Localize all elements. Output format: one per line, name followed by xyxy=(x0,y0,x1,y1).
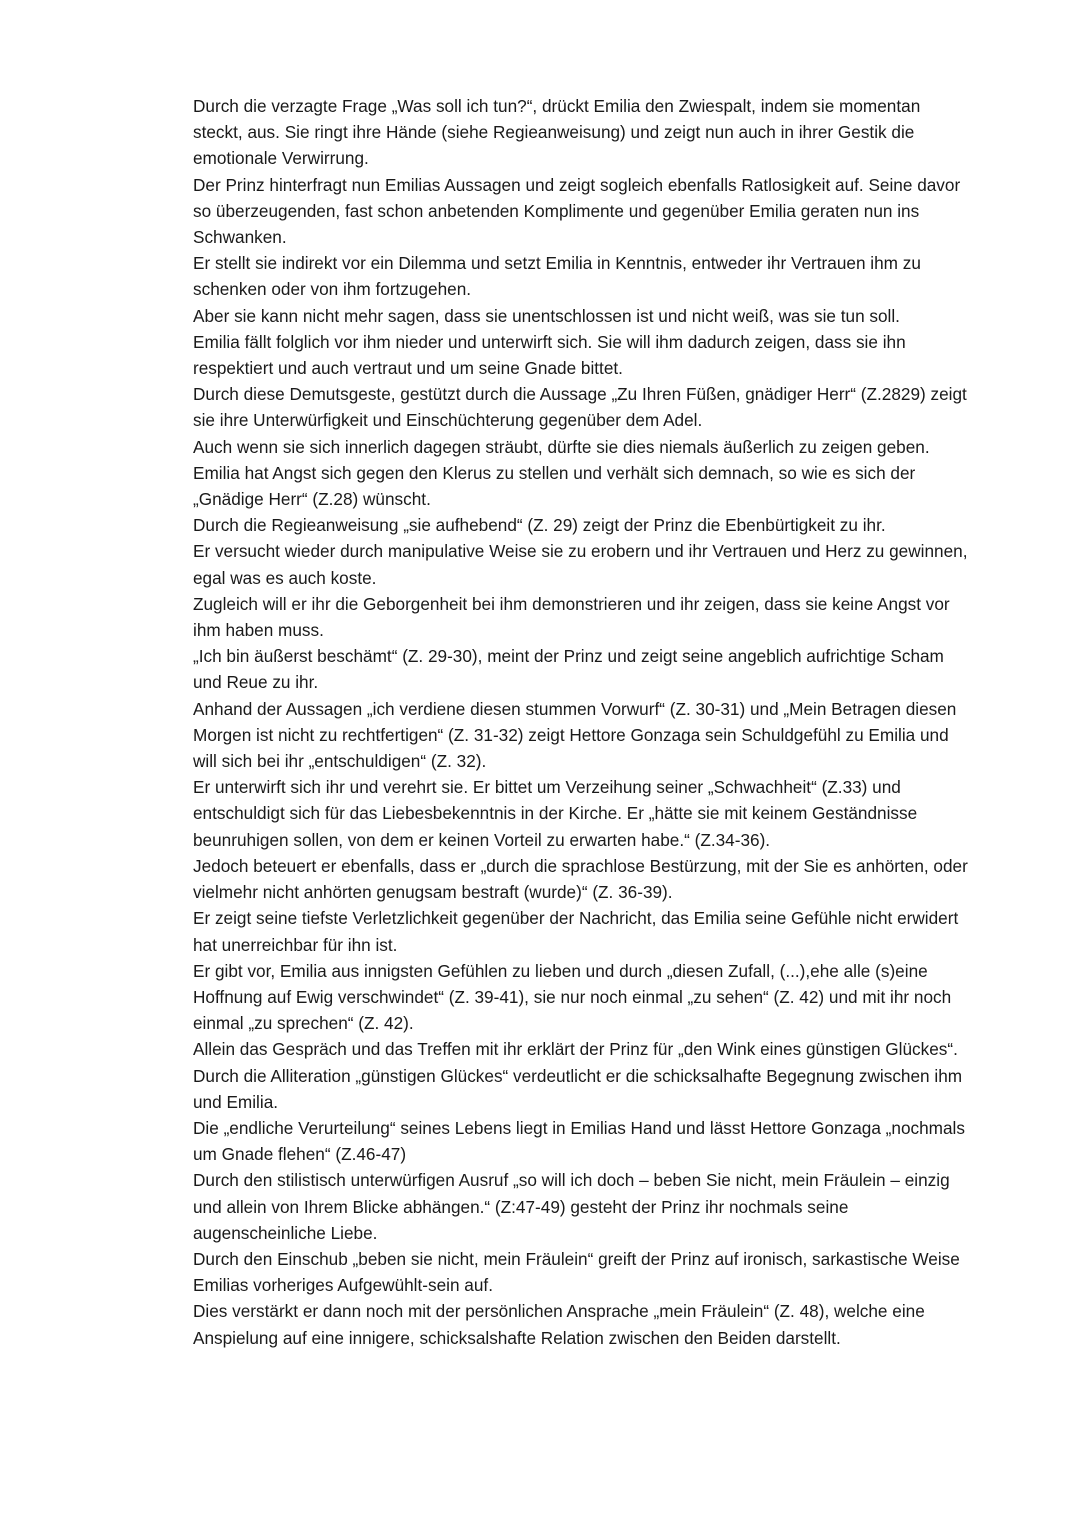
paragraph: Anhand der Aussagen „ich verdiene diesen stummen Vorwurf“ (Z. 30-31) und „Mein Betragen diesen Morgen ist nicht zu rechtfertigen“ (Z. 31-32) zeigt Hettore Gonzaga sein Schuldgefühl zu Emilia und will sich bei ihr „entschuldigen“ (Z. 32). xyxy=(193,698,957,772)
paragraph: Er versucht wieder durch manipulative Weise sie zu erobern und ihr Vertrauen und Herz zu gewinnen, egal was es auch koste. xyxy=(193,541,968,588)
paragraph: Durch den Einschub „beben sie nicht, mein Fräulein“ greift der Prinz auf ironisch, sarkastische Weise Emilias vorheriges Aufgewühlt-sein auf. xyxy=(193,1248,960,1296)
paragraph: Auch wenn sie sich innerlich dagegen sträubt, dürfte sie dies niemals äußerlich zu zeigen geben. xyxy=(193,436,930,457)
paragraph: Er stellt sie indirekt vor ein Dilemma und setzt Emilia in Kenntnis, entweder ihr Vertrauen ihm zu schenken oder von ihm fortzugehen. xyxy=(193,253,921,300)
paragraph: Durch diese Demutsgeste, gestützt durch die Aussage „Zu Ihren Füßen, gnädiger Herr“ (Z.2829) zeigt sie ihre Unterwürfigkeit und Einschüchterung gegenüber dem Adel. xyxy=(193,384,967,431)
paragraph: Durch die Regieanweisung „sie aufhebend“ (Z. 29) zeigt der Prinz die Ebenbürtigkeit zu ihr. xyxy=(193,515,886,536)
paragraph: Aber sie kann nicht mehr sagen, dass sie unentschlossen ist und nicht weiß, was sie tun soll. xyxy=(193,305,900,326)
paragraph: „Ich bin äußerst beschämt“ (Z. 29-30), meint der Prinz und zeigt seine angeblich aufrichtige Scham und Reue zu ihr. xyxy=(193,646,944,693)
paragraph: Jedoch beteuert er ebenfalls, dass er „durch die sprachlose Bestürzung, mit der Sie es anhörten, oder vielmehr nicht anhörten genugsam bestraft (wurde)“ (Z. 36-39). xyxy=(193,855,968,903)
paragraph: Emilia fällt folglich vor ihm nieder und unterwirft sich. Sie will ihm dadurch zeigen, dass sie ihn respektiert und auch vertraut und um seine Gnade bittet. xyxy=(193,331,906,379)
paragraph: Er gibt vor, Emilia aus innigsten Gefühlen zu lieben und durch „diesen Zufall, (...),ehe alle (s)eine Hoffnung auf Ewig verschwindet“ (Z. 39-41), sie nur noch einmal „zu sehen“ (Z. 42) und mit ihr noch einmal „zu sprechen“ (Z. 42). xyxy=(193,960,952,1034)
paragraph: Er zeigt seine tiefste Verletzlichkeit gegenüber der Nachricht, das Emilia seine Gefühle nicht erwidert hat unerreichbar für ihn ist. xyxy=(193,908,959,955)
paragraph: Er unterwirft sich ihr und verehrt sie. Er bittet um Verzeihung seiner „Schwachheit“ (Z.33) und entschuldigt sich für das Liebesbekenntnis in der Kirche. Er „hätte sie mit keinem Geständnisse beunruhigen sollen, von dem er keinen Vorteil zu erwarten habe.“ (Z.34-36). xyxy=(193,777,918,850)
paragraph: Durch die verzagte Frage „Was soll ich tun?“, drückt Emilia den Zwiespalt, indem sie momentan steckt, aus. Sie ringt ihre Hände (siehe Regieanweisung) und zeigt nun auch in ihrer Gestik die emotionale Verwirrung. xyxy=(193,96,921,169)
document-body xyxy=(193,93,973,1351)
paragraph: Die „endliche Verurteilung“ seines Lebens liegt in Emilias Hand und lässt Hettore Gonzaga „nochmals um Gnade flehen“ (Z.46-47) xyxy=(193,1117,965,1165)
paragraph: Allein das Gespräch und das Treffen mit ihr erklärt der Prinz für „den Wink eines günstigen Glückes“. Durch die Alliteration „günstigen Glückes“ verdeutlicht er die schicksalhafte Begegnung zwischen ihm und Emilia. xyxy=(193,1039,963,1112)
paragraph: Der Prinz hinterfragt nun Emilias Aussagen und zeigt sogleich ebenfalls Ratlosigkeit auf. Seine davor so überzeugenden, fast schon anbetenden Komplimente und gegenüber Emilia geraten nun ins Schwanken. xyxy=(193,174,961,248)
paragraph: Durch den stilistisch unterwürfigen Ausruf „so will ich doch – beben Sie nicht, mein Fräulein – einzig und allein von Ihrem Blicke abhängen.“ (Z:47-49) gesteht der Prinz ihr nochmals seine augenscheinliche Liebe. xyxy=(193,1170,950,1243)
paragraph: Emilia hat Angst sich gegen den Klerus zu stellen und verhält sich demnach, so wie es sich der „Gnädige Herr“ (Z.28) wünscht. xyxy=(193,462,916,510)
paragraph: Dies verstärkt er dann noch mit der persönlichen Ansprache „mein Fräulein“ (Z. 48), welche eine Anspielung auf eine innigere, schicksalshafte Relation zwischen den Beiden darstellt. xyxy=(193,1301,925,1348)
paragraph: Zugleich will er ihr die Geborgenheit bei ihm demonstrieren und ihr zeigen, dass sie keine Angst vor ihm haben muss. xyxy=(193,593,950,641)
